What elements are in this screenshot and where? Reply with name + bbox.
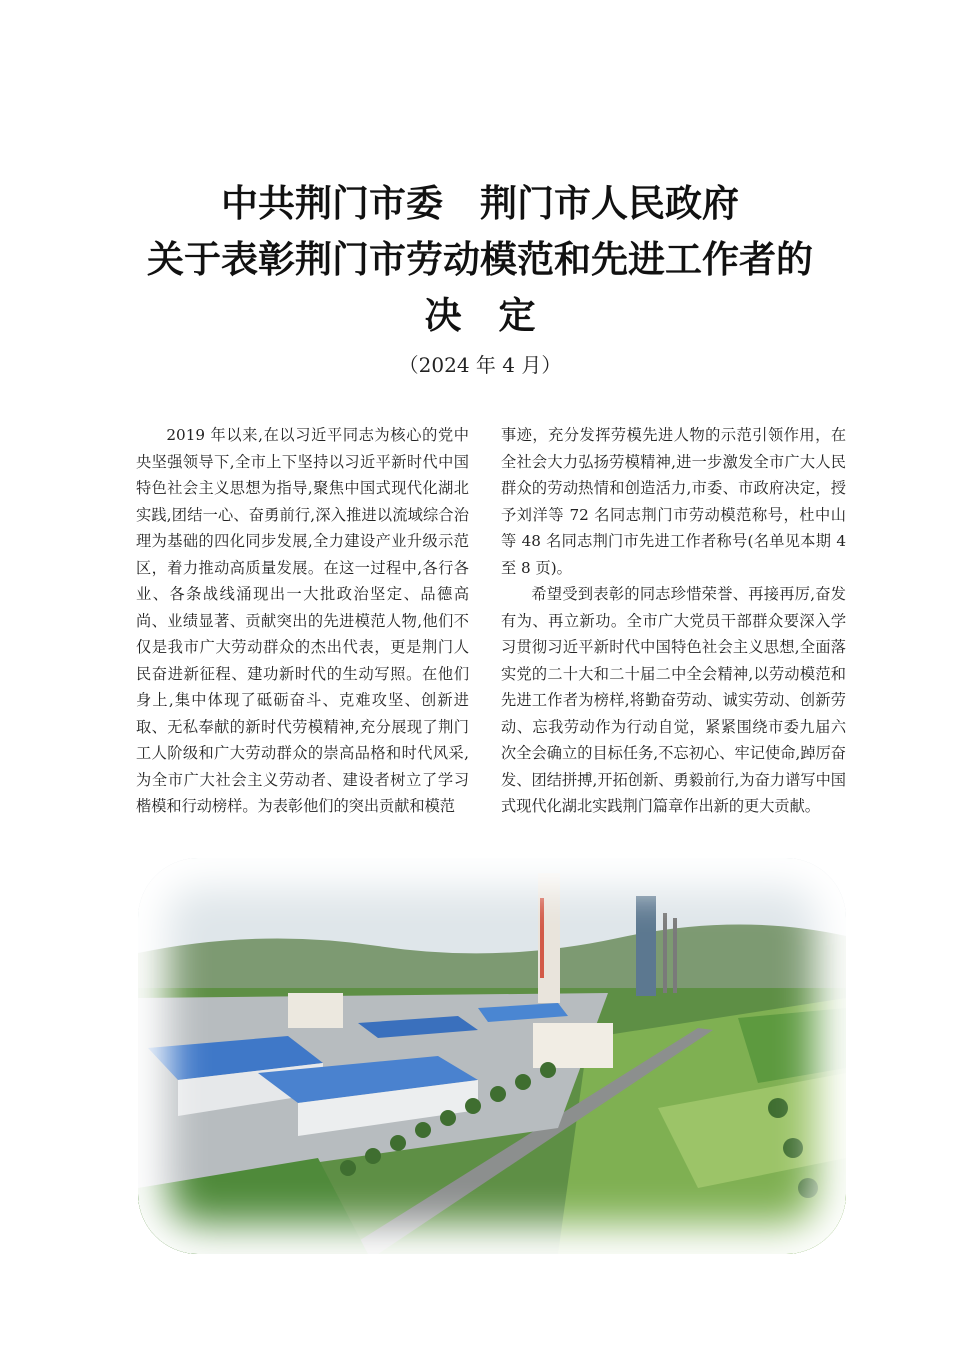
body-paragraph-1-continued: 事迹，充分发挥劳模先进人物的示范引领作用，在全社会大力弘扬劳模精神,进一步激发全市广大人民群众的劳动热情和创造活力,市委、市政府决定，授予刘洋等 72 名同志荆门市劳动模范称号，杜中山等 48 名同志荆门市先进工作者称号(名单见本期 4 至 8 页)。	[501, 426, 846, 577]
title-line-1: 中共荆门市委 荆门市人民政府	[221, 182, 739, 225]
glass-tower	[636, 896, 656, 996]
industrial-park-photo	[138, 858, 846, 1254]
right-column	[501, 422, 846, 820]
left-column	[136, 422, 469, 820]
chimney-1	[663, 913, 667, 993]
document-date: （2024 年 4 月）	[398, 353, 562, 377]
body-paragraph-1: 2019 年以来,在以习近平同志为核心的党中央坚强领导下,全市上下坚持以习近平新时代中国特色社会主义思想为指导,聚焦中国式现代化湖北实践,团结一心、奋勇前行,深入推进以流域综合治理为基础的四化同步发展,全力建设产业升级示范区，着力推动高质量发展。在这一过程中,各行各业、各条战线涌现出一大批政治坚定、品德高尚、业绩显著、贡献突出的先进模范人物,他们不仅是我市广大劳动群众的杰出代表，更是荆门人民奋进新征程、建功新时代的生动写照。在他们身上,集中体现了砥砺奋斗、克难攻坚、创新进取、无私奉献的新时代劳模精神,充分展现了荆门工人阶级和广大劳动群众的崇高品格和时代风采,为全市广大社会主义劳动者、建设者树立了学习楷模和行动榜样。为表彰他们的突出贡献和模范	[136, 426, 469, 815]
title-line-3: 决 定	[424, 294, 536, 337]
office-block-2	[288, 993, 343, 1028]
aerial-view-illustration	[138, 858, 846, 1254]
title-line-2: 关于表彰荆门市劳动模范和先进工作者的	[147, 238, 813, 281]
document-title	[0, 176, 960, 344]
chimney-2	[673, 918, 677, 993]
body-paragraph-2: 希望受到表彰的同志珍惜荣誉、再接再厉,奋发有为、再立新功。全市广大党员干部群众要深入学习贯彻习近平新时代中国特色社会主义思想,全面落实党的二十大和二十届二中全会精神,以劳动模范和先进工作者为榜样,将勤奋劳动、诚实劳动、创新劳动、忘我劳动作为行动自觉，紧紧围绕市委九届六次全会确立的目标任务,不忘初心、牢记使命,踔厉奋发、团结拼搏,开拓创新、勇毅前行,为奋力谱写中国式现代化湖北实践荆门篇章作出新的更大贡献。	[501, 585, 846, 815]
office-block	[533, 1023, 613, 1068]
silo-tower-lettering	[540, 898, 544, 978]
